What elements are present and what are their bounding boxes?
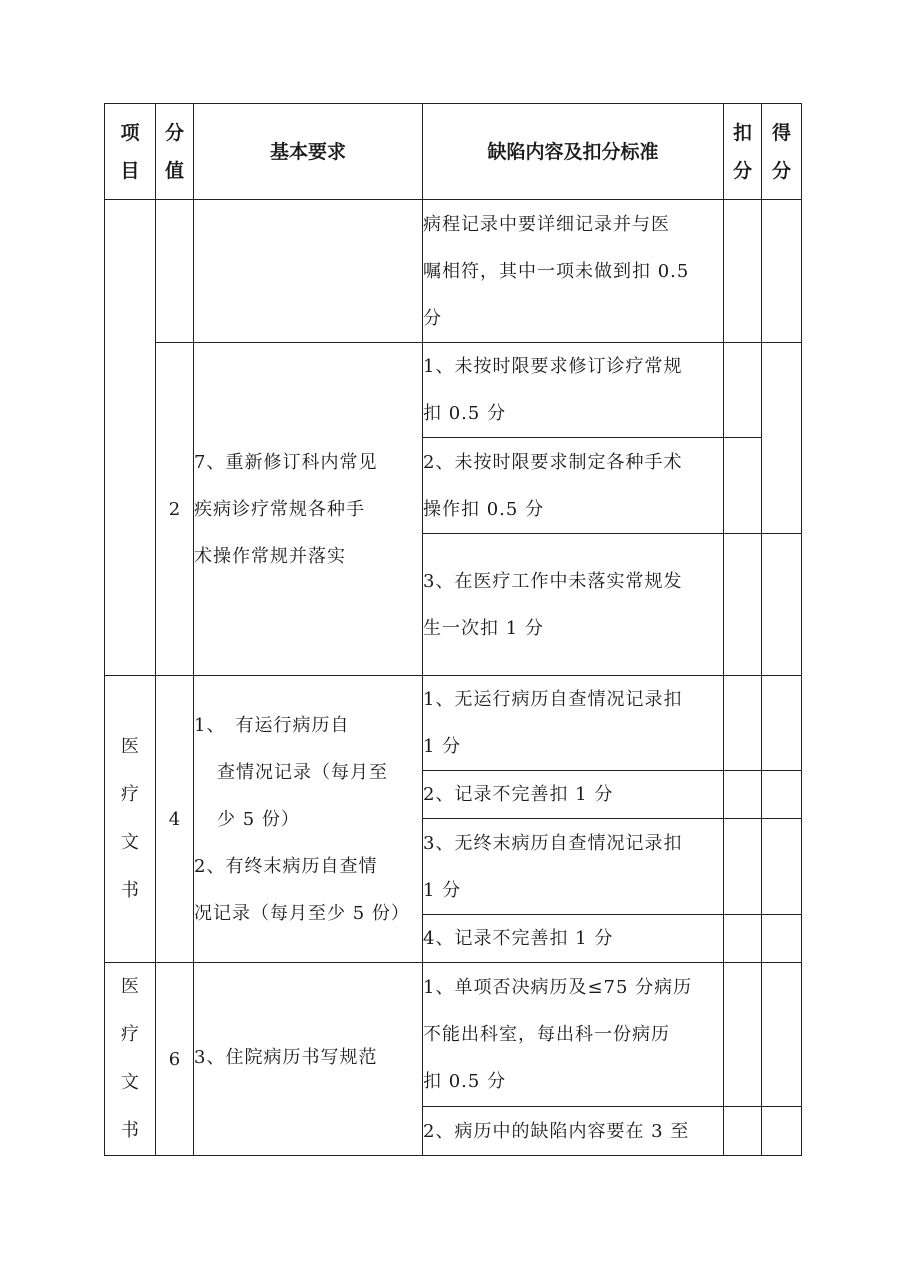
deduct-cell: [724, 771, 762, 819]
header-get: 得 分: [762, 104, 802, 200]
standard-cell: 1、单项否决病历及≤75 分病历 不能出科室，每出科一份病历 扣 0.5 分: [423, 963, 724, 1107]
get-cell: [762, 915, 802, 963]
standard-cell: 3、在医疗工作中未落实常规发 生一次扣 1 分: [423, 534, 724, 676]
get-cell: [762, 200, 802, 343]
deduct-cell: [724, 963, 762, 1107]
standard-cell: 3、无终末病历自查情况记录扣 1 分: [423, 819, 724, 915]
header-row: [105, 104, 802, 200]
requirement-cell-empty: [194, 200, 423, 343]
item-cell-empty: [105, 200, 156, 676]
item-cell: 医 疗 文 书: [105, 676, 156, 963]
get-cell: [762, 963, 802, 1107]
get-cell: [762, 1107, 802, 1156]
header-score: 分 值: [156, 104, 194, 200]
scoring-table: [104, 103, 802, 1156]
get-cell: [762, 343, 802, 534]
deduct-cell: [724, 343, 762, 438]
get-cell: [762, 676, 802, 771]
standard-cell: 4、记录不完善扣 1 分: [423, 915, 724, 963]
table-row: [105, 343, 802, 438]
header-deduct: 扣 分: [724, 104, 762, 200]
deduct-cell: [724, 200, 762, 343]
standard-cell: 2、病历中的缺陷内容要在 3 至: [423, 1107, 724, 1156]
get-cell: [762, 771, 802, 819]
header-requirement: 基本要求: [194, 104, 423, 200]
requirement-cell: 1、 有运行病历自 查情况记录（每月至 少 5 份） 2、有终末病历自查情 况记录（每月至少 5 份）: [194, 676, 423, 963]
deduct-cell: [724, 676, 762, 771]
deduct-cell: [724, 534, 762, 676]
deduct-cell: [724, 819, 762, 915]
header-standard: 缺陷内容及扣分标准: [423, 104, 724, 200]
get-cell: [762, 534, 802, 676]
table-row: [105, 963, 802, 1107]
deduct-cell: [724, 1107, 762, 1156]
score-cell: 6: [156, 963, 194, 1156]
requirement-cell: 7、重新修订科内常见 疾病诊疗常规各种手 术操作常规并落实: [194, 343, 423, 676]
get-cell: [762, 819, 802, 915]
header-item: 项 目: [105, 104, 156, 200]
requirement-cell: 3、住院病历书写规范: [194, 963, 423, 1156]
standard-cell: 1、无运行病历自查情况记录扣 1 分: [423, 676, 724, 771]
standard-cell: 病程记录中要详细记录并与医 嘱相符，其中一项未做到扣 0.5 分: [423, 200, 724, 343]
score-cell: 4: [156, 676, 194, 963]
standard-cell: 2、未按时限要求制定各种手术 操作扣 0.5 分: [423, 438, 724, 534]
table-row: [105, 676, 802, 771]
table-row: [105, 200, 802, 343]
score-cell-empty: [156, 200, 194, 343]
deduct-cell: [724, 438, 762, 534]
deduct-cell: [724, 915, 762, 963]
standard-cell: 2、记录不完善扣 1 分: [423, 771, 724, 819]
standard-cell: 1、未按时限要求修订诊疗常规 扣 0.5 分: [423, 343, 724, 438]
item-cell: 医 疗 文 书: [105, 963, 156, 1156]
score-cell: 2: [156, 343, 194, 676]
